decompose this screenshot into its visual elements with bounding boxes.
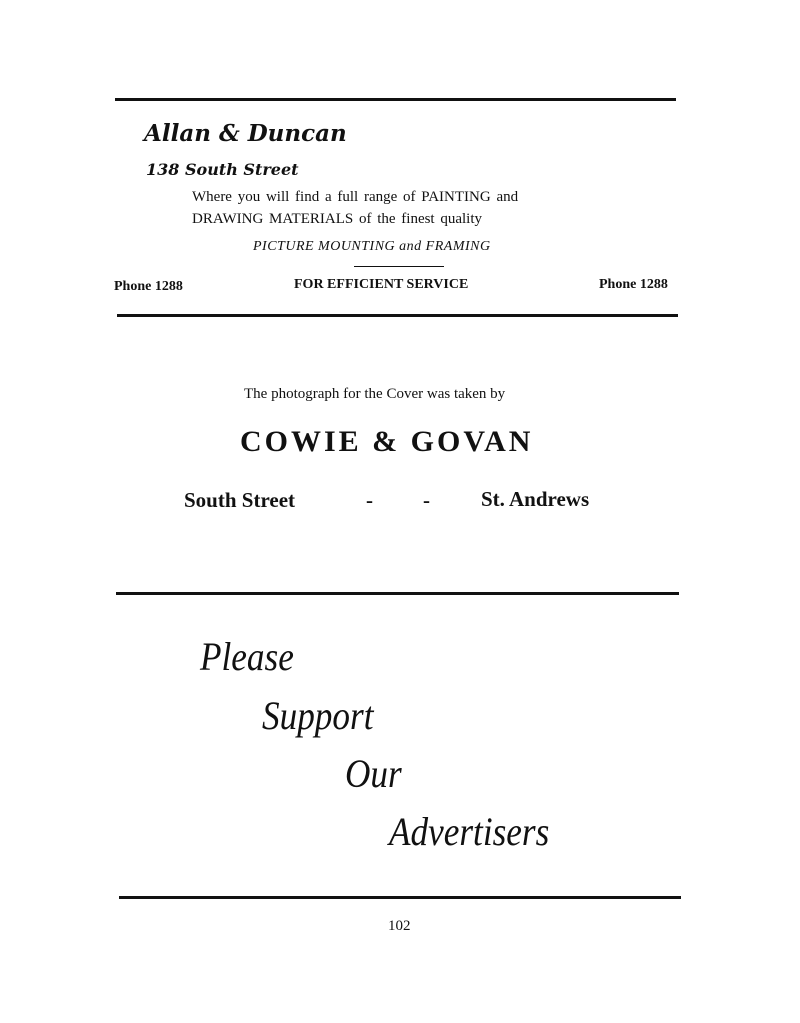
- divider-rule-1: [117, 314, 678, 317]
- separator-dash-1: -: [366, 488, 373, 512]
- support-word-our: Our: [345, 751, 402, 796]
- advertiser-name: Allan & Duncan: [144, 120, 347, 147]
- photographer-town: St. Andrews: [481, 487, 590, 511]
- photographer-name: COWIE & GOVAN: [240, 425, 534, 458]
- bottom-rule: [119, 896, 681, 899]
- phone-left: Phone 1288: [114, 279, 183, 294]
- ad-text-line-2: DRAWING MATERIALS of the finest quality: [192, 211, 483, 227]
- service-text: FOR EFFICIENT SERVICE: [294, 277, 469, 292]
- tagline-divider: [354, 266, 444, 267]
- support-word-please: Please: [200, 634, 294, 679]
- photographer-street: South Street: [184, 488, 296, 512]
- top-rule: [115, 98, 676, 101]
- support-word-advertisers: Advertisers: [389, 809, 550, 854]
- ad-text-line-1: Where you will find a full range of PAINTING and: [192, 189, 519, 205]
- ad-tagline: PICTURE MOUNTING and FRAMING: [253, 239, 491, 254]
- separator-dash-2: -: [423, 488, 430, 512]
- page-number: 102: [388, 918, 411, 934]
- support-word-support: Support: [262, 693, 374, 738]
- phone-right: Phone 1288: [599, 277, 668, 292]
- divider-rule-2: [116, 592, 679, 595]
- photo-credit: The photograph for the Cover was taken by: [244, 386, 506, 402]
- advertiser-address: 138 South Street: [146, 160, 299, 179]
